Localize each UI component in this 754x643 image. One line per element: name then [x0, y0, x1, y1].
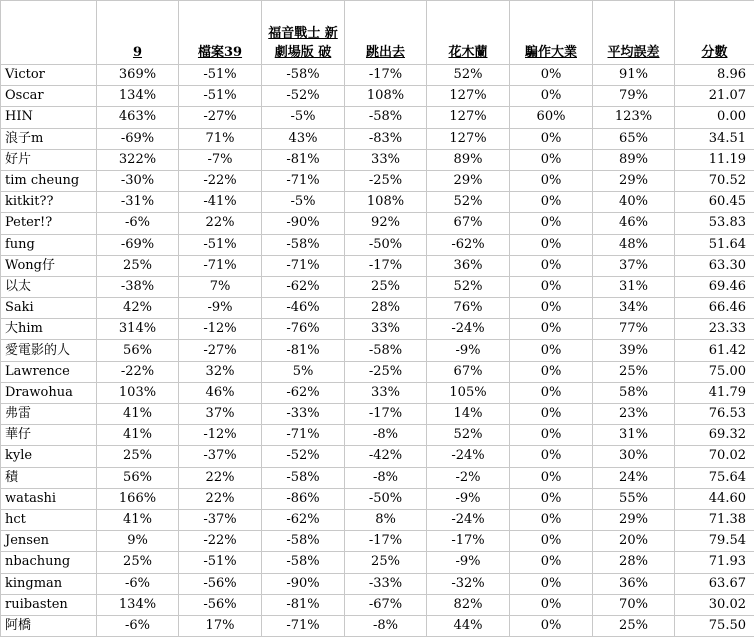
value-cell: -38%: [97, 276, 179, 297]
value-cell: 314%: [97, 319, 179, 340]
value-cell: -37%: [179, 509, 262, 530]
value-cell: 31%: [593, 425, 675, 446]
value-cell: 8%: [345, 509, 427, 530]
value-cell: -56%: [179, 594, 262, 615]
value-cell: 0%: [510, 319, 593, 340]
score-cell: 61.42: [675, 340, 754, 361]
score-cell: 53.83: [675, 213, 754, 234]
value-cell: 67%: [427, 361, 510, 382]
value-cell: 89%: [593, 149, 675, 170]
value-cell: -12%: [179, 425, 262, 446]
score-cell: 11.19: [675, 149, 754, 170]
table-row: [1, 361, 754, 382]
value-cell: -9%: [427, 340, 510, 361]
table-row: [1, 340, 754, 361]
value-cell: -46%: [262, 298, 345, 319]
table-row: [1, 425, 754, 446]
player-name-cell: 積: [1, 467, 97, 488]
score-cell: 79.54: [675, 531, 754, 552]
player-name-cell: Peter!?: [1, 213, 97, 234]
value-cell: 33%: [345, 149, 427, 170]
value-cell: 42%: [97, 298, 179, 319]
value-cell: -81%: [262, 149, 345, 170]
value-cell: -6%: [97, 573, 179, 594]
value-cell: 91%: [593, 65, 675, 86]
column-header: [675, 1, 754, 65]
value-cell: 25%: [345, 276, 427, 297]
table-row: [1, 86, 754, 107]
score-cell: 21.07: [675, 86, 754, 107]
value-cell: -58%: [345, 340, 427, 361]
value-cell: 127%: [427, 107, 510, 128]
table-row: [1, 573, 754, 594]
value-cell: 37%: [593, 255, 675, 276]
value-cell: -8%: [345, 615, 427, 636]
value-cell: 60%: [510, 107, 593, 128]
table-row: [1, 170, 754, 191]
value-cell: -83%: [345, 128, 427, 149]
value-cell: 39%: [593, 340, 675, 361]
value-cell: 41%: [97, 425, 179, 446]
value-cell: 41%: [97, 404, 179, 425]
score-cell: 0.00: [675, 107, 754, 128]
value-cell: 77%: [593, 319, 675, 340]
value-cell: 14%: [427, 404, 510, 425]
player-name-cell: HIN: [1, 107, 97, 128]
value-cell: 127%: [427, 128, 510, 149]
value-cell: -90%: [262, 213, 345, 234]
table-row: [1, 234, 754, 255]
score-cell: 63.67: [675, 573, 754, 594]
value-cell: 20%: [593, 531, 675, 552]
value-cell: 0%: [510, 509, 593, 530]
value-cell: 82%: [427, 594, 510, 615]
score-cell: 8.96: [675, 65, 754, 86]
value-cell: 48%: [593, 234, 675, 255]
table-row: [1, 404, 754, 425]
value-cell: 25%: [345, 552, 427, 573]
value-cell: 41%: [97, 509, 179, 530]
value-cell: -71%: [262, 255, 345, 276]
value-cell: -17%: [345, 404, 427, 425]
player-name-cell: 阿橋: [1, 615, 97, 636]
value-cell: -33%: [345, 573, 427, 594]
value-cell: 58%: [593, 382, 675, 403]
value-cell: -71%: [262, 425, 345, 446]
table-row: [1, 192, 754, 213]
score-cell: 75.50: [675, 615, 754, 636]
value-cell: -12%: [179, 319, 262, 340]
value-cell: -76%: [262, 319, 345, 340]
value-cell: 79%: [593, 86, 675, 107]
column-header-label: 花木蘭: [448, 45, 488, 60]
value-cell: 46%: [179, 382, 262, 403]
value-cell: 46%: [593, 213, 675, 234]
score-cell: 76.53: [675, 404, 754, 425]
value-cell: 0%: [510, 192, 593, 213]
table-row: [1, 213, 754, 234]
column-header: [179, 1, 262, 65]
table-row: [1, 276, 754, 297]
value-cell: 0%: [510, 213, 593, 234]
table-row: [1, 107, 754, 128]
value-cell: 0%: [510, 65, 593, 86]
value-cell: -50%: [345, 488, 427, 509]
value-cell: 0%: [510, 340, 593, 361]
player-name-cell: 好片: [1, 149, 97, 170]
value-cell: 76%: [427, 298, 510, 319]
value-cell: 166%: [97, 488, 179, 509]
value-cell: 127%: [427, 86, 510, 107]
value-cell: 67%: [427, 213, 510, 234]
value-cell: -58%: [262, 234, 345, 255]
value-cell: -27%: [179, 340, 262, 361]
table-row: [1, 149, 754, 170]
value-cell: -81%: [262, 594, 345, 615]
value-cell: 22%: [179, 213, 262, 234]
value-cell: 0%: [510, 170, 593, 191]
value-cell: -71%: [262, 170, 345, 191]
value-cell: 37%: [179, 404, 262, 425]
score-cell: 23.33: [675, 319, 754, 340]
value-cell: -58%: [345, 107, 427, 128]
value-cell: -30%: [97, 170, 179, 191]
value-cell: -90%: [262, 573, 345, 594]
value-cell: 25%: [97, 446, 179, 467]
value-cell: -42%: [345, 446, 427, 467]
value-cell: -51%: [179, 65, 262, 86]
value-cell: 32%: [179, 361, 262, 382]
player-name-cell: ruibasten: [1, 594, 97, 615]
player-name-cell: Wong仔: [1, 255, 97, 276]
value-cell: 34%: [593, 298, 675, 319]
table-row: [1, 319, 754, 340]
value-cell: -7%: [179, 149, 262, 170]
value-cell: 24%: [593, 467, 675, 488]
value-cell: 0%: [510, 573, 593, 594]
value-cell: 29%: [593, 170, 675, 191]
player-name-cell: tim cheung: [1, 170, 97, 191]
value-cell: 25%: [97, 552, 179, 573]
player-name-cell: Victor: [1, 65, 97, 86]
score-cell: 71.93: [675, 552, 754, 573]
table-row: [1, 65, 754, 86]
value-cell: -22%: [179, 531, 262, 552]
value-cell: 0%: [510, 467, 593, 488]
value-cell: -24%: [427, 319, 510, 340]
value-cell: -6%: [97, 615, 179, 636]
table-row: [1, 298, 754, 319]
value-cell: -33%: [262, 404, 345, 425]
value-cell: -31%: [97, 192, 179, 213]
value-cell: 134%: [97, 86, 179, 107]
value-cell: -25%: [345, 170, 427, 191]
value-cell: -52%: [262, 446, 345, 467]
value-cell: -51%: [179, 234, 262, 255]
value-cell: 25%: [593, 361, 675, 382]
player-name-cell: Lawrence: [1, 361, 97, 382]
player-name-cell: Oscar: [1, 86, 97, 107]
value-cell: -8%: [345, 425, 427, 446]
table-row: [1, 594, 754, 615]
header-name-column: [1, 1, 97, 65]
score-cell: 70.02: [675, 446, 754, 467]
value-cell: -9%: [179, 298, 262, 319]
value-cell: -62%: [262, 382, 345, 403]
value-cell: 0%: [510, 531, 593, 552]
table-row: [1, 552, 754, 573]
column-header-label: 騙作大業: [524, 45, 577, 60]
score-cell: 51.64: [675, 234, 754, 255]
score-cell: 44.60: [675, 488, 754, 509]
value-cell: 105%: [427, 382, 510, 403]
value-cell: -9%: [427, 488, 510, 509]
column-header-label: 分數: [701, 45, 728, 60]
value-cell: 33%: [345, 319, 427, 340]
player-name-cell: nbachung: [1, 552, 97, 573]
value-cell: 55%: [593, 488, 675, 509]
value-cell: -58%: [262, 552, 345, 573]
value-cell: -56%: [179, 573, 262, 594]
value-cell: 56%: [97, 340, 179, 361]
player-name-cell: watashi: [1, 488, 97, 509]
value-cell: 0%: [510, 298, 593, 319]
value-cell: 0%: [510, 361, 593, 382]
table-body: [1, 65, 754, 637]
value-cell: 134%: [97, 594, 179, 615]
value-cell: -22%: [97, 361, 179, 382]
score-cell: 69.46: [675, 276, 754, 297]
value-cell: 0%: [510, 86, 593, 107]
value-cell: 70%: [593, 594, 675, 615]
column-header-label: 平均誤差: [607, 45, 660, 60]
value-cell: 23%: [593, 404, 675, 425]
value-cell: 25%: [593, 615, 675, 636]
column-header: [345, 1, 427, 65]
table-row: [1, 128, 754, 149]
value-cell: 22%: [179, 467, 262, 488]
player-name-cell: fung: [1, 234, 97, 255]
player-name-cell: hct: [1, 509, 97, 530]
value-cell: -17%: [427, 531, 510, 552]
value-cell: 29%: [427, 170, 510, 191]
value-cell: 44%: [427, 615, 510, 636]
player-name-cell: Drawohua: [1, 382, 97, 403]
value-cell: -52%: [262, 86, 345, 107]
player-name-cell: 大him: [1, 319, 97, 340]
value-cell: -62%: [262, 509, 345, 530]
value-cell: 108%: [345, 86, 427, 107]
value-cell: 0%: [510, 234, 593, 255]
value-cell: 0%: [510, 149, 593, 170]
value-cell: -6%: [97, 213, 179, 234]
value-cell: 25%: [97, 255, 179, 276]
value-cell: 7%: [179, 276, 262, 297]
value-cell: -51%: [179, 86, 262, 107]
score-cell: 34.51: [675, 128, 754, 149]
value-cell: -69%: [97, 128, 179, 149]
value-cell: -67%: [345, 594, 427, 615]
column-header: [510, 1, 593, 65]
player-name-cell: kingman: [1, 573, 97, 594]
column-header: [97, 1, 179, 65]
value-cell: -71%: [262, 615, 345, 636]
column-header-label: 檔案39: [197, 45, 243, 60]
value-cell: -5%: [262, 192, 345, 213]
score-cell: 41.79: [675, 382, 754, 403]
score-cell: 66.46: [675, 298, 754, 319]
player-name-cell: Saki: [1, 298, 97, 319]
value-cell: 123%: [593, 107, 675, 128]
value-cell: 0%: [510, 594, 593, 615]
value-cell: 92%: [345, 213, 427, 234]
score-cell: 63.30: [675, 255, 754, 276]
value-cell: -32%: [427, 573, 510, 594]
value-cell: -51%: [179, 552, 262, 573]
table-row: [1, 488, 754, 509]
score-cell: 60.45: [675, 192, 754, 213]
score-cell: 69.32: [675, 425, 754, 446]
column-header: [427, 1, 510, 65]
value-cell: -69%: [97, 234, 179, 255]
player-name-cell: 愛電影的人: [1, 340, 97, 361]
value-cell: 0%: [510, 552, 593, 573]
table-row: [1, 509, 754, 530]
value-cell: 0%: [510, 404, 593, 425]
value-cell: 28%: [593, 552, 675, 573]
player-name-cell: Jensen: [1, 531, 97, 552]
value-cell: 65%: [593, 128, 675, 149]
value-cell: -9%: [427, 552, 510, 573]
value-cell: 40%: [593, 192, 675, 213]
value-cell: 0%: [510, 276, 593, 297]
value-cell: -17%: [345, 531, 427, 552]
value-cell: 0%: [510, 425, 593, 446]
header-row: [1, 1, 754, 65]
score-cell: 30.02: [675, 594, 754, 615]
column-header: [593, 1, 675, 65]
value-cell: -8%: [345, 467, 427, 488]
column-header-label: 福音戰士 新劇場版 破: [268, 26, 338, 60]
value-cell: -17%: [345, 255, 427, 276]
value-cell: 56%: [97, 467, 179, 488]
column-header-label: 跳出去: [365, 45, 405, 60]
table-row: [1, 615, 754, 636]
table-row: [1, 531, 754, 552]
value-cell: 463%: [97, 107, 179, 128]
player-name-cell: kyle: [1, 446, 97, 467]
table-header: [1, 1, 754, 65]
value-cell: 9%: [97, 531, 179, 552]
table-row: [1, 467, 754, 488]
value-cell: 36%: [593, 573, 675, 594]
table-row: [1, 446, 754, 467]
value-cell: -24%: [427, 446, 510, 467]
value-cell: -22%: [179, 170, 262, 191]
column-header-label: 9: [132, 45, 143, 60]
value-cell: -37%: [179, 446, 262, 467]
value-cell: -25%: [345, 361, 427, 382]
value-cell: 52%: [427, 65, 510, 86]
value-cell: 36%: [427, 255, 510, 276]
value-cell: -50%: [345, 234, 427, 255]
value-cell: 43%: [262, 128, 345, 149]
value-cell: -41%: [179, 192, 262, 213]
value-cell: 0%: [510, 382, 593, 403]
value-cell: 33%: [345, 382, 427, 403]
value-cell: 28%: [345, 298, 427, 319]
value-cell: 0%: [510, 255, 593, 276]
value-cell: 5%: [262, 361, 345, 382]
value-cell: -27%: [179, 107, 262, 128]
value-cell: 52%: [427, 276, 510, 297]
player-name-cell: 弗雷: [1, 404, 97, 425]
value-cell: -62%: [262, 276, 345, 297]
value-cell: 31%: [593, 276, 675, 297]
player-name-cell: 以太: [1, 276, 97, 297]
table-row: [1, 382, 754, 403]
value-cell: 29%: [593, 509, 675, 530]
value-cell: 71%: [179, 128, 262, 149]
value-cell: 0%: [510, 615, 593, 636]
value-cell: 89%: [427, 149, 510, 170]
value-cell: 52%: [427, 425, 510, 446]
value-cell: 369%: [97, 65, 179, 86]
value-cell: -71%: [179, 255, 262, 276]
player-name-cell: 浪子m: [1, 128, 97, 149]
value-cell: 0%: [510, 488, 593, 509]
value-cell: 0%: [510, 128, 593, 149]
value-cell: 322%: [97, 149, 179, 170]
score-cell: 70.52: [675, 170, 754, 191]
value-cell: 22%: [179, 488, 262, 509]
score-cell: 75.00: [675, 361, 754, 382]
value-cell: 0%: [510, 446, 593, 467]
column-header: [262, 1, 345, 65]
value-cell: 52%: [427, 192, 510, 213]
value-cell: -58%: [262, 467, 345, 488]
player-name-cell: kitkit??: [1, 192, 97, 213]
value-cell: -58%: [262, 531, 345, 552]
value-cell: -81%: [262, 340, 345, 361]
value-cell: -24%: [427, 509, 510, 530]
value-cell: -86%: [262, 488, 345, 509]
score-cell: 71.38: [675, 509, 754, 530]
value-cell: -58%: [262, 65, 345, 86]
player-name-cell: 華仔: [1, 425, 97, 446]
value-cell: 17%: [179, 615, 262, 636]
value-cell: -62%: [427, 234, 510, 255]
value-cell: -5%: [262, 107, 345, 128]
value-cell: 108%: [345, 192, 427, 213]
score-cell: 75.64: [675, 467, 754, 488]
value-cell: 103%: [97, 382, 179, 403]
value-cell: -2%: [427, 467, 510, 488]
value-cell: 30%: [593, 446, 675, 467]
value-cell: -17%: [345, 65, 427, 86]
table-row: [1, 255, 754, 276]
